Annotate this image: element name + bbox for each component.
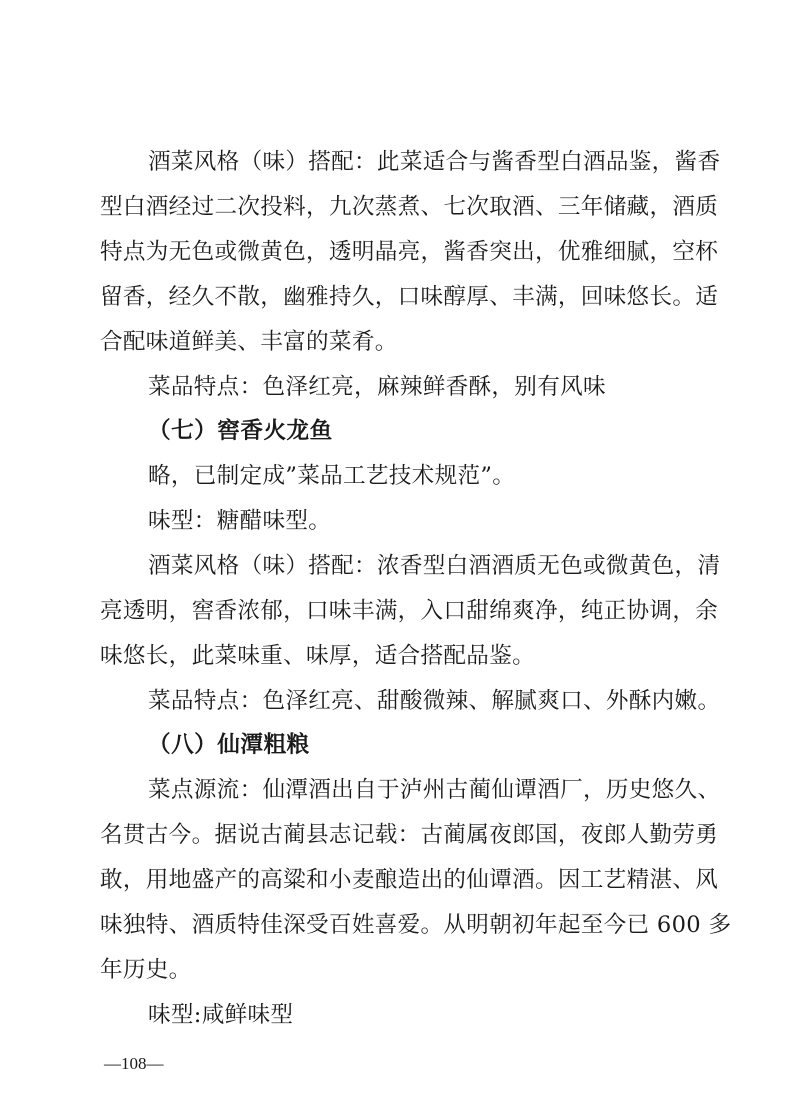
text-line: 味型：糖醋味型。 [148, 508, 332, 534]
text-line: 年历史。 [100, 957, 192, 983]
text-line: 酒菜风格（味）搭配：此菜适合与酱香型白酒品鉴，酱香 [148, 149, 721, 175]
text-line: 菜点源流：仙潭酒出自于泸州古蔺仙谭酒厂，历史悠久、 [148, 777, 721, 803]
text-line: 菜品特点：色泽红亮、甜酸微辣、解腻爽口、外酥内嫩。 [148, 688, 721, 714]
text-line: 敢，用地盛产的高粱和小麦酿造出的仙谭酒。因工艺精湛、风 [100, 867, 719, 893]
text-line: 亮透明，窖香浓郁，口味丰满，入口甜绵爽净，纯正协调，余 [100, 598, 719, 624]
text-line: 略，已制定成”菜品工艺技术规范”。 [148, 463, 516, 489]
section-heading: （八）仙潭粗粮 [148, 732, 310, 758]
text-line: 特点为无色或微黄色，透明晶亮，酱香突出，优雅细腻，空杯 [100, 239, 719, 265]
text-line: 型白酒经过二次投料，九次蒸煮、七次取酒、三年储藏，酒质 [100, 194, 719, 220]
text-line: 菜品特点：色泽红亮，麻辣鲜香酥，别有风味 [148, 374, 606, 400]
section-heading: （七）窖香火龙鱼 [148, 418, 333, 444]
text-line: 名贯古今。据说古蔺县志记载：古蔺属夜郎国，夜郎人勤劳勇 [100, 822, 719, 848]
page-number: —108— [104, 1054, 164, 1073]
text-line: 合配味道鲜美、丰富的菜肴。 [100, 329, 398, 355]
text-line: 味悠长，此菜味重、味厚，适合搭配品鉴。 [100, 643, 535, 669]
text-line: 留香，经久不散，幽雅持久，口味醇厚、丰满，回味悠长。适 [100, 284, 719, 310]
text-line: 酒菜风格（味）搭配：浓香型白酒酒质无色或微黄色，清 [148, 553, 721, 579]
text-line: 味独特、酒质特佳深受百姓喜爱。从明朝初年起至今已 600 多 [100, 912, 732, 938]
text-line: 味型:咸鲜味型 [148, 1002, 294, 1028]
